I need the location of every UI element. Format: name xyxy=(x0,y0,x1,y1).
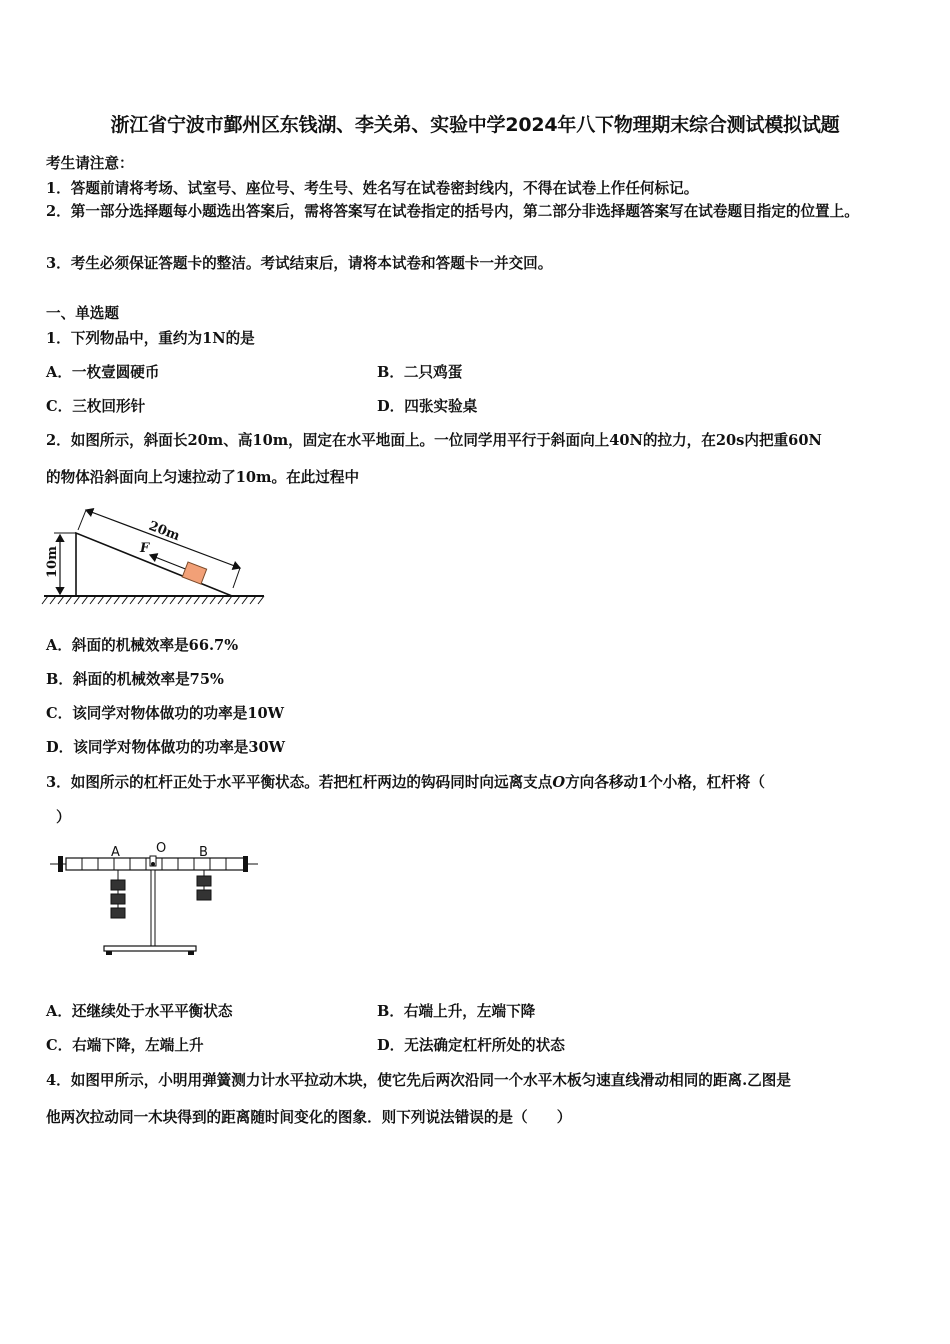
q3-stem-part-1: 3．如图所示的杠杆正处于水平平衡状态。若把杠杆两边的钩码同时向远离支点 xyxy=(46,774,553,791)
q3-stem-part-2: 方向各移动1个小格，杠杆将（ xyxy=(565,774,765,791)
q4-stem-line-2: 他两次拉动同一木块得到的距离随时间变化的图象．则下列说法错误的是（ ） xyxy=(46,1109,572,1126)
q4-stem-line-1: 4．如图甲所示，小明用弹簧测力计水平拉动木块，使它先后两次沿同一个水平木板匀速直线滑动相同的距离.乙图是 xyxy=(46,1072,791,1089)
q3-option-b: B．右端上升，左端下降 xyxy=(377,1003,536,1020)
notice-item-3: 3．考生必须保证答题卡的整洁。考试结束后，请将本试卷和答题卡一并交回。 xyxy=(46,255,553,272)
q3-option-d: D．无法确定杠杆所处的状态 xyxy=(377,1037,565,1054)
label-a: A xyxy=(111,845,120,860)
q3-option-c: C．右端下降，左端上升 xyxy=(46,1037,204,1054)
q2-option-a: A．斜面的机械效率是66.7% xyxy=(46,637,239,654)
section-heading: 一、单选题 xyxy=(46,305,119,322)
block xyxy=(182,562,206,584)
incline-triangle xyxy=(76,533,232,596)
stand-base xyxy=(104,946,196,951)
force-arrow xyxy=(150,555,188,570)
q2-option-d: D．该同学对物体做功的功率是30W xyxy=(46,739,286,756)
incline-figure xyxy=(40,500,272,612)
q3-stem-pivot: O xyxy=(552,774,566,791)
pivot xyxy=(151,862,155,866)
exam-title: 浙江省宁波市鄞州区东钱湖、李关弟、实验中学2024年八下物理期末综合测试模拟试题 xyxy=(110,114,840,136)
height-label: 10m xyxy=(45,546,60,578)
q1-option-b: B．二只鸡蛋 xyxy=(377,364,463,381)
weights-right xyxy=(197,870,211,900)
notice-item-2: 2．第一部分选择题每小题选出答案后，需将答案写在试卷指定的括号内，第二部分非选择题答案写在试卷题目指定的位置上。 xyxy=(46,203,859,220)
q3-option-a: A．还继续处于水平平衡状态 xyxy=(46,1003,233,1020)
q1-option-a: A．一枚壹圆硬币 xyxy=(46,364,160,381)
left-nut xyxy=(58,856,63,872)
q1-option-c: C．三枚回形针 xyxy=(46,398,146,415)
q2-stem-line-1: 2．如图所示，斜面长20m、高10m，固定在水平地面上。一位同学用平行于斜面向上40N的拉力，在20s内把重60N xyxy=(46,432,822,449)
force-label: F xyxy=(140,541,150,556)
stand-pole xyxy=(151,870,155,948)
q1-stem: 1．下列物品中，重约为1N的是 xyxy=(46,330,255,347)
ground-hatching xyxy=(42,596,264,604)
q2-stem-line-2: 的物体沿斜面向上匀速拉动了10m。在此过程中 xyxy=(46,469,360,486)
q3-stem-line-2: ） xyxy=(56,809,71,826)
notice-heading: 考生请注意： xyxy=(46,155,134,172)
notice-item-1: 1．答题前请将考场、试室号、座位号、考生号、姓名写在试卷密封线内，不得在试卷上作任何标记。 xyxy=(46,180,699,197)
length-label: 20m xyxy=(146,518,182,545)
weights-left xyxy=(111,870,125,918)
right-nut xyxy=(243,856,248,872)
q2-option-c: C．该同学对物体做功的功率是10W xyxy=(46,705,285,722)
q2-option-b: B．斜面的机械效率是75% xyxy=(46,671,224,688)
q1-option-d: D．四张实验桌 xyxy=(377,398,478,415)
label-b: B xyxy=(199,845,208,860)
q3-stem-line-1 xyxy=(46,771,765,792)
lever-figure xyxy=(48,836,262,964)
label-o: O xyxy=(156,841,167,856)
